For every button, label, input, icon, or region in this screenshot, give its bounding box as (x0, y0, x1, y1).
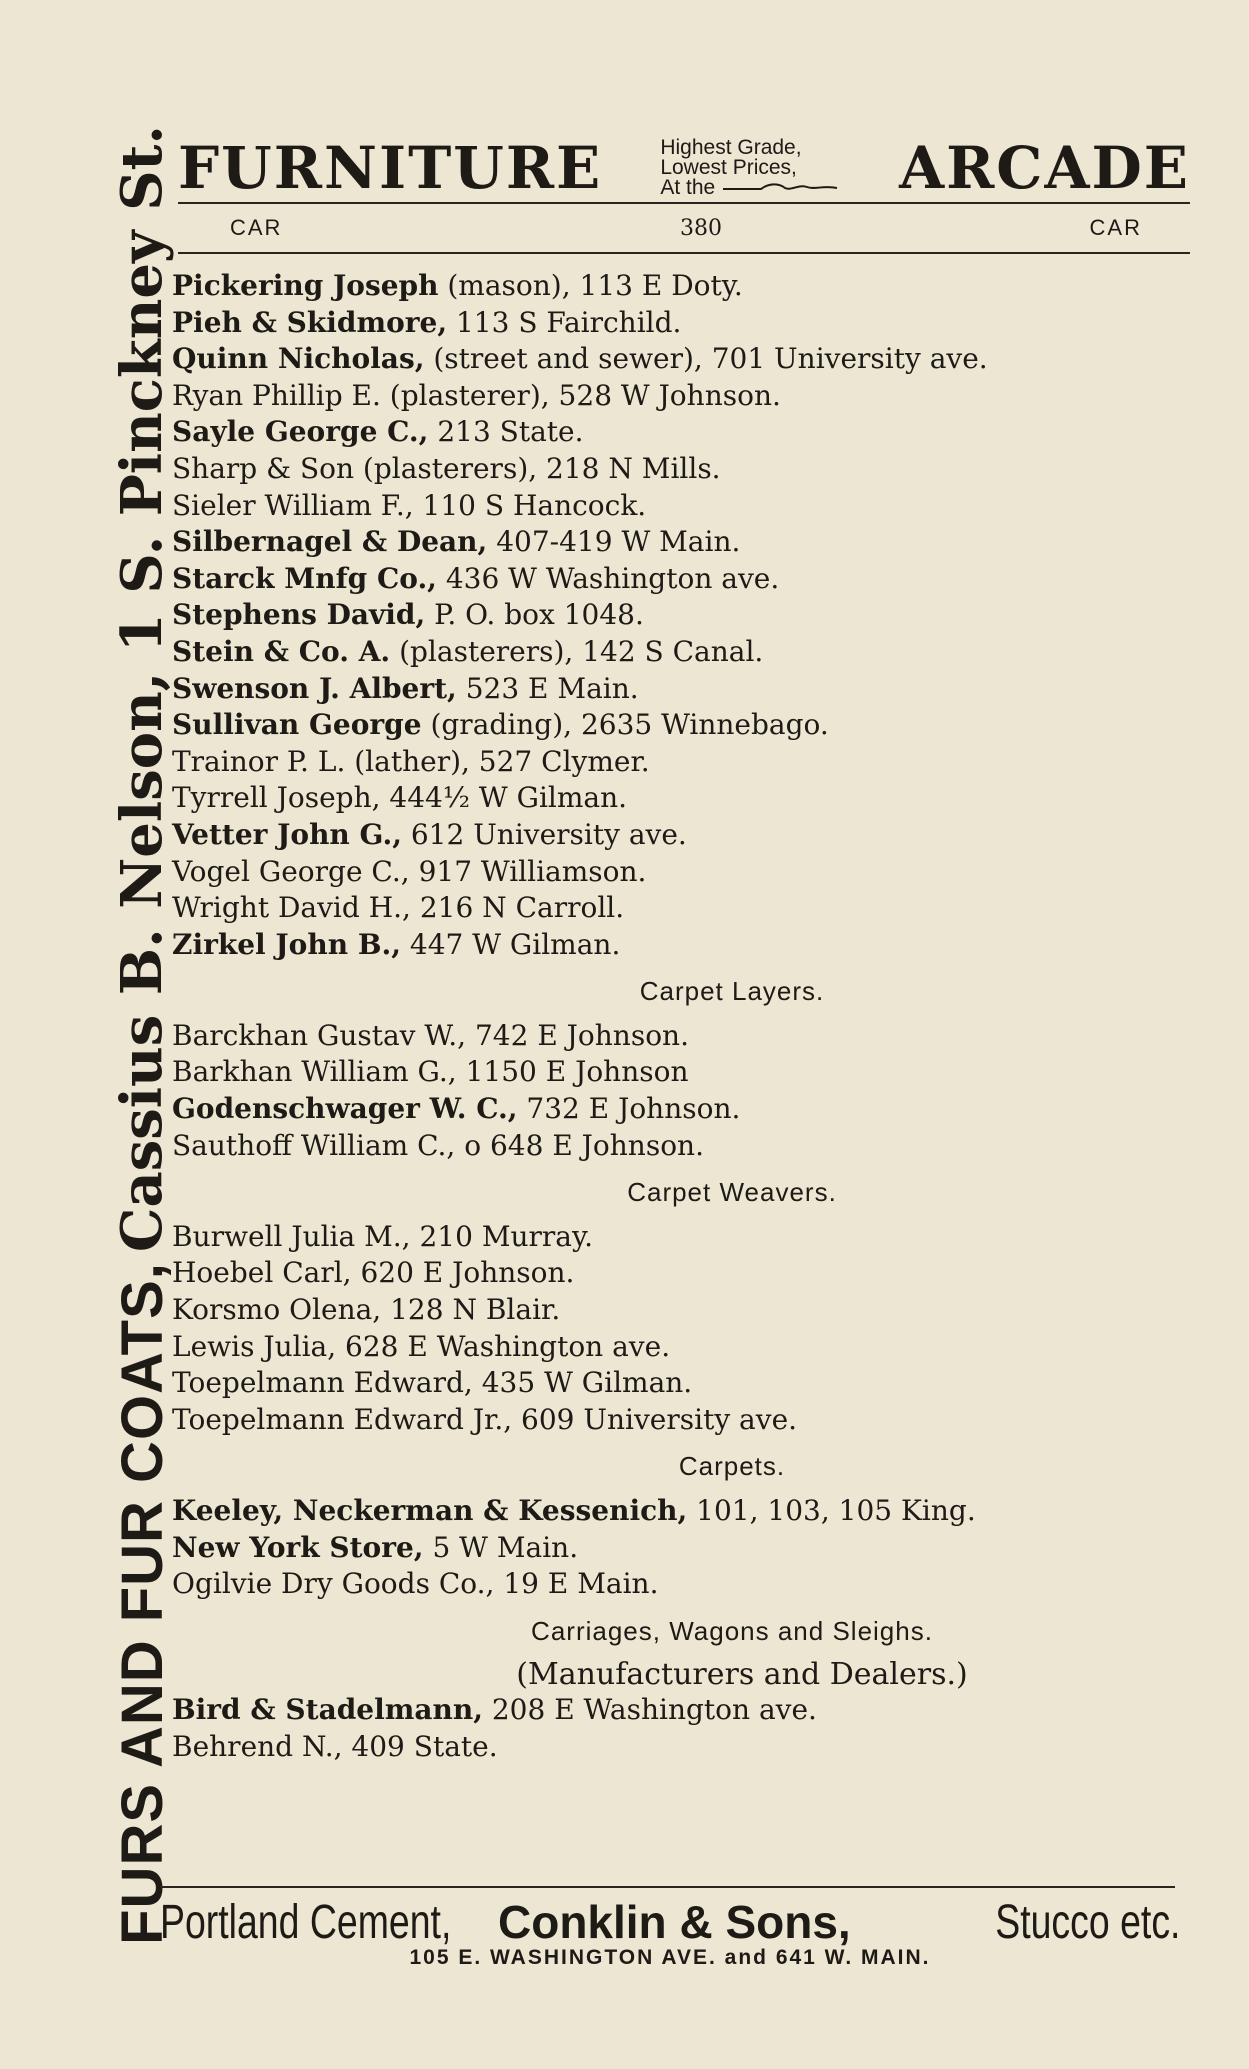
entry-address: 216 N Carroll. (410, 891, 625, 925)
running-head-left: CAR (230, 215, 283, 240)
directory-entry (172, 378, 1192, 415)
entry-name: Wright David H., (172, 891, 411, 925)
entry-address: 612 University ave. (401, 817, 687, 851)
entry-address: 523 E Main. (456, 671, 639, 705)
directory-entry (172, 1292, 1192, 1329)
directory-entry (172, 1091, 1192, 1128)
entry-address: 447 W Gilman. (400, 927, 621, 961)
footer-right-text: Stucco etc. (994, 1896, 1180, 1949)
header-divider-top (178, 202, 1190, 204)
entry-name: Swenson J. Albert, (172, 671, 457, 705)
entry-name: Sullivan George (172, 708, 422, 742)
entry-list-carpet-layers (172, 1018, 1192, 1164)
entry-address: 409 State. (342, 1729, 498, 1763)
entry-address: 917 Williamson. (409, 854, 647, 888)
entry-address: (lather), 527 Clymer. (345, 744, 650, 778)
entry-name: Godenschwager W. C., (172, 1092, 518, 1126)
directory-body (172, 268, 1192, 1765)
directory-entry (172, 305, 1192, 342)
directory-entry (172, 488, 1192, 525)
entry-address: 213 State. (428, 415, 584, 449)
directory-entry (172, 561, 1192, 598)
side-ad-bold-text: FURS AND FUR COATS, (109, 1262, 175, 1945)
directory-entry (172, 1128, 1192, 1165)
entry-name: Burwell Julia M., (172, 1219, 411, 1253)
entry-address: 628 E Washington ave. (336, 1329, 671, 1363)
directory-entry (172, 927, 1192, 964)
section-subnote-carriages: (Manufacturers and Dealers.) (516, 1657, 968, 1693)
entry-name: Hoebel Carl, (172, 1256, 352, 1290)
section-heading-carriages: Carriages, Wagons and Sleighs. (531, 1615, 933, 1646)
directory-entry (172, 1329, 1192, 1366)
directory-entry (172, 268, 1192, 305)
entry-name: Behrend N., (172, 1729, 343, 1763)
footer-divider (160, 1886, 1175, 1888)
directory-entry (172, 671, 1192, 708)
section-heading-carpet-layers: Carpet Layers. (639, 976, 825, 1007)
entry-name: Quinn Nicholas, (172, 342, 425, 376)
section-heading-carpets: Carpets. (678, 1451, 786, 1482)
header-advertisement (178, 128, 1190, 208)
entry-name: Ryan Phillip E. (172, 378, 381, 412)
entry-address: 407-419 W Main. (487, 525, 741, 559)
entry-address: 19 E Main. (494, 1567, 659, 1601)
entry-list-carpets (172, 1493, 1192, 1603)
directory-entry (172, 744, 1192, 781)
entry-name: Trainor P. L. (172, 744, 346, 778)
directory-entry (172, 707, 1192, 744)
directory-entry (172, 1566, 1192, 1603)
entry-address: (plasterer), 528 W Johnson. (380, 378, 781, 412)
directory-entry (172, 1402, 1192, 1439)
entry-name: Sharp & Son (172, 451, 355, 485)
footer-address: 105 E. WASHINGTON AVE. and 641 W. MAIN. (409, 1946, 931, 1969)
entry-name: Pieh & Skidmore, (172, 305, 448, 339)
entry-address: (plasterers), 218 N Mills. (354, 451, 721, 485)
entry-address: 208 E Washington ave. (482, 1692, 817, 1726)
entry-name: Toepelmann Edward Jr., (172, 1402, 513, 1436)
entry-name: Sieler William F., (172, 488, 414, 522)
directory-entry (172, 634, 1192, 671)
entry-address: 609 University ave. (512, 1402, 798, 1436)
entry-address: 110 S Hancock. (413, 488, 647, 522)
directory-entry (172, 1018, 1192, 1055)
header-tagline-3: At the (660, 178, 841, 198)
entry-name: Pickering Joseph (172, 269, 439, 302)
entry-address: (street and sewer), 701 University ave. (424, 342, 988, 376)
entry-name: Ogilvie Dry Goods Co., (172, 1567, 495, 1601)
entry-name: New York Store, (172, 1530, 424, 1564)
entry-address: 620 E Johnson. (351, 1256, 575, 1290)
header-tagline-2: Lowest Prices, (660, 156, 797, 179)
entry-name: Bird & Stadelmann, (172, 1692, 483, 1726)
footer-advertisement (160, 1895, 1180, 1950)
entry-name: Stein & Co. A. (172, 634, 391, 668)
directory-entry (172, 1255, 1192, 1292)
entry-address: 444½ W Gilman. (380, 781, 628, 815)
entry-list-carriages (172, 1692, 1192, 1765)
hand-pointer-icon (721, 181, 841, 195)
footer-middle-text: Conklin & Sons, (498, 1896, 851, 1948)
directory-entry (172, 1054, 1192, 1091)
entry-name: Vetter John G., (172, 817, 402, 851)
entry-address: 1150 E Johnson (456, 1055, 689, 1089)
entry-name: Korsmo Olena, (172, 1293, 382, 1327)
section-heading-carpet-weavers: Carpet Weavers. (627, 1177, 837, 1208)
entry-name: Zirkel John B., (172, 927, 401, 961)
entry-name: Toepelmann Edward, (172, 1366, 473, 1400)
directory-entry (172, 1530, 1192, 1567)
entry-name: Lewis Julia, (172, 1329, 337, 1363)
entry-name: Keeley, Neckerman & Kessenich, (172, 1494, 688, 1527)
directory-entry (172, 341, 1192, 378)
entry-name: Sayle George C., (172, 415, 429, 449)
directory-entry (172, 1219, 1192, 1256)
header-divider-bottom (178, 252, 1190, 254)
entry-address: (grading), 2635 Winnebago. (421, 708, 829, 742)
directory-entry (172, 890, 1192, 927)
directory-entry (172, 524, 1192, 561)
entry-name: Barckhan Gustav W., (172, 1018, 467, 1052)
header-tagline (660, 138, 841, 198)
entry-address: 742 E Johnson. (466, 1018, 689, 1052)
entry-address: 128 N Blair. (381, 1293, 561, 1327)
directory-entry (172, 1493, 1192, 1530)
entry-name: Stephens David, (172, 598, 426, 632)
header-left-word: FURNITURE (178, 134, 603, 202)
entry-address: 435 W Gilman. (472, 1366, 693, 1400)
entry-name: Starck Mnfg Co., (172, 561, 437, 595)
directory-entry (172, 854, 1192, 891)
directory-entry (172, 414, 1192, 451)
entry-address: (plasterers), 142 S Canal. (390, 634, 764, 668)
directory-entry (172, 780, 1192, 817)
entry-address: 5 W Main. (423, 1530, 579, 1564)
side-ad-serif-text: Cassius B. Nelson, 1 S. Pinckney St. (109, 125, 175, 1253)
entry-name: Silbernagel & Dean, (172, 525, 488, 559)
entry-list-contractors (172, 268, 1192, 963)
entry-address: 210 Murray. (410, 1219, 593, 1253)
directory-entry (172, 1365, 1192, 1402)
footer-left-text: Portland Cement, (160, 1896, 452, 1949)
entry-address: 732 E Johnson. (517, 1092, 741, 1126)
directory-entry (172, 817, 1192, 854)
entry-address: o 648 E Johnson. (455, 1128, 704, 1162)
running-head (178, 208, 1190, 248)
header-right-word: ARCADE (899, 134, 1190, 202)
directory-entry (172, 451, 1192, 488)
entry-list-carpet-weavers (172, 1219, 1192, 1439)
entry-name: Tyrrell Joseph, (172, 781, 381, 815)
entry-address: P. O. box 1048. (425, 598, 644, 632)
header-tagline-1: Highest Grade, (660, 136, 802, 159)
page-number: 380 (680, 215, 722, 241)
directory-entry (172, 1692, 1192, 1729)
entry-address: 436 W Washington ave. (436, 561, 780, 595)
running-head-right: CAR (1089, 215, 1142, 240)
directory-entry (172, 1729, 1192, 1766)
directory-entry (172, 597, 1192, 634)
entry-address: 101, 103, 105 King. (687, 1494, 976, 1527)
entry-name: Sauthoff William C., (172, 1128, 456, 1162)
entry-address: (mason), 113 E Doty. (438, 269, 743, 302)
entry-address: 113 S Fairchild. (447, 305, 682, 339)
entry-name: Barkhan William G., (172, 1055, 457, 1089)
entry-name: Vogel George C., (172, 854, 410, 888)
